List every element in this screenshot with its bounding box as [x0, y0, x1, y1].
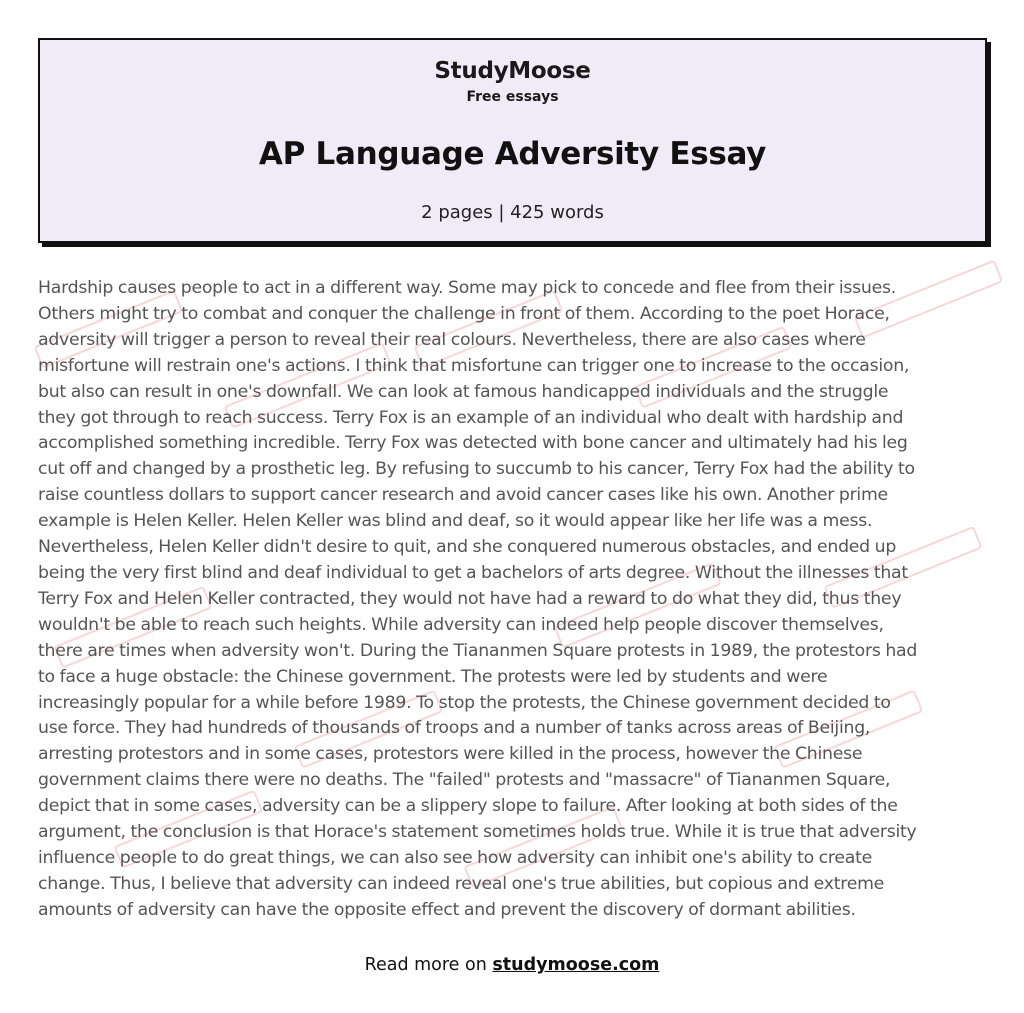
- essay-line: government claims there were no deaths. The "failed" protests and "massacre" of Tiananmen Square,: [38, 770, 891, 791]
- read-more-text: Read more on: [364, 955, 493, 975]
- essay-line: they got through to reach success. Terry Fox is an example of an individual who dealt with hardship and: [38, 407, 904, 428]
- essay-line: change. Thus, I believe that adversity can indeed reveal one's true abilities, but copious and extreme: [38, 873, 885, 894]
- essay-line: increasingly popular for a while before 1989. To stop the protests, the Chinese government decided to: [38, 692, 891, 713]
- essay-line: depict that in some cases, adversity can be a slippery slope to failure. After looking at both sides of the: [38, 796, 898, 817]
- essay-line: example is Helen Keller. Helen Keller was blind and deaf, so it would appear like her life was a mess.: [38, 511, 873, 532]
- essay-line: Others might try to combat and conquer the challenge in front of them. According to the poet Horace,: [38, 303, 890, 324]
- essay-header: [38, 38, 987, 243]
- essay-line: use force. They had hundreds of thousands of troops and a number of tanks across areas of Beijing,: [38, 718, 871, 739]
- brand-tagline: Free essays: [466, 89, 559, 105]
- essay-line: cut off and changed by a prosthetic leg. By refusing to succumb to his cancer, Terry Fox had the ability to: [38, 459, 915, 480]
- essay-line: wouldn't be able to reach such heights. While adversity can indeed help people discover themselves,: [38, 614, 884, 635]
- essay-line: arresting protestors and in some cases, protestors were killed in the process, however the Chinese: [38, 744, 863, 765]
- essay-line: Terry Fox and Helen Keller contracted, they would not have had a reward to do what they did, thus they: [38, 588, 902, 609]
- essay-line: but also can result in one's downfall. We can look at famous handicapped individuals and the struggle: [38, 381, 889, 402]
- essay-line: adversity will trigger a person to reveal their real colours. Nevertheless, there are also cases where: [38, 329, 866, 350]
- essay-line: being the very first blind and deaf individual to get a bachelors of arts degree. Without the illnesses that: [38, 562, 908, 583]
- essay-body: [38, 276, 988, 924]
- essay-line: to face a huge obstacle: the Chinese government. The protests were led by students and were: [38, 666, 828, 687]
- essay-title: AP Language Adversity Essay: [258, 136, 767, 172]
- essay-line: influence people to do great things, we can also see how adversity can inhibit one's ability to create: [38, 847, 873, 868]
- essay-line: there are times when adversity won't. During the Tiananmen Square protests in 1989, the protestors had: [38, 640, 918, 661]
- brand-name: StudyMoose: [434, 58, 591, 84]
- read-more: [0, 955, 1024, 975]
- essay-line: misfortune will restrain one's actions. I think that misfortune can trigger one to increase to the occasion,: [38, 355, 910, 376]
- essay-line: raise countless dollars to support cancer research and avoid cancer cases like his own. Another prime: [38, 485, 888, 506]
- essay-line: amounts of adversity can have the opposite effect and prevent the discovery of dormant abilities.: [38, 899, 856, 920]
- essay-line: accomplished something incredible. Terry Fox was detected with bone cancer and ultimately had his leg: [38, 433, 908, 454]
- essay-line: Hardship causes people to act in a different way. Some may pick to concede and flee from their issues.: [38, 278, 896, 298]
- essay-line: Nevertheless, Helen Keller didn't desire to quit, and she conquered numerous obstacles, and ended up: [38, 537, 897, 558]
- essay-line: argument, the conclusion is that Horace's statement sometimes holds true. While it is true that adversity: [38, 822, 917, 843]
- read-more-link[interactable]: studymoose.com: [492, 955, 660, 975]
- essay-meta: 2 pages | 425 words: [421, 202, 604, 223]
